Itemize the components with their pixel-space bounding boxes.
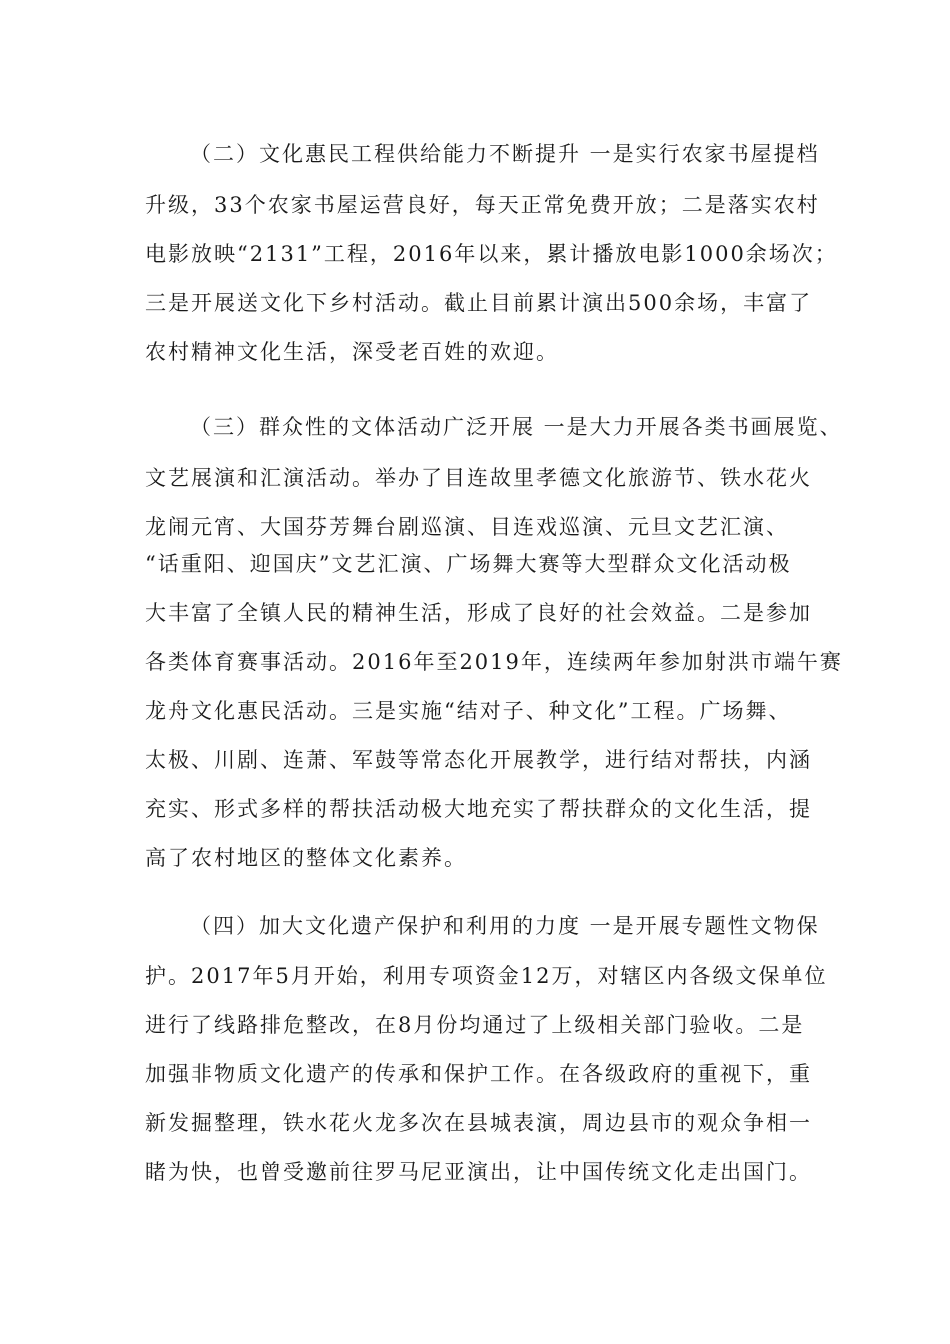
paragraph-2-line-1: （二）文化惠民工程供给能力不断提升 一是实行农家书屋提档 (190, 142, 820, 166)
paragraph-2-line-2: 升级，33个农家书屋运营良好，每天正常免费开放；二是落实农村 (145, 193, 820, 217)
paragraph-3-line-10: 高了农村地区的整体文化素养。 (145, 846, 467, 870)
paragraph-2-line-3: 电影放映“2131”工程，2016年以来，累计播放电影1000余场次； (145, 242, 838, 266)
paragraph-4-line-5: 新发掘整理，铁水花火龙多次在县城表演，周边县市的观众争相一 (145, 1111, 812, 1135)
paragraph-3-line-9: 充实、形式多样的帮扶活动极大地充实了帮扶群众的文化生活，提 (145, 797, 812, 821)
paragraph-2-line-4: 三是开展送文化下乡村活动。截止目前累计演出500余场，丰富了 (145, 291, 813, 315)
paragraph-3-line-1: （三）群众性的文体活动广泛开展 一是大力开展各类书画展览、 (190, 415, 843, 439)
paragraph-3-line-8: 太极、川剧、连萧、军鼓等常态化开展教学，进行结对帮扶，内涵 (145, 748, 812, 772)
paragraph-4-line-2: 护。2017年5月开始，利用专项资金12万，对辖区内各级文保单位 (145, 964, 828, 988)
paragraph-2-line-5: 农村精神文化生活，深受老百姓的欢迎。 (145, 340, 559, 364)
paragraph-3-line-2: 文艺展演和汇演活动。举办了目连故里孝德文化旅游节、铁水花火 (145, 466, 812, 490)
paragraph-3-line-4: “话重阳、迎国庆”文艺汇演、广场舞大赛等大型群众文化活动极 (145, 552, 792, 576)
paragraph-4-line-1: （四）加大文化遗产保护和利用的力度 一是开展专题性文物保 (190, 914, 820, 938)
paragraph-4-line-3: 进行了线路排危整改，在8月份均通过了上级相关部门验收。二是 (145, 1013, 805, 1037)
paragraph-3-line-3: 龙闹元宵、大国芬芳舞台剧巡演、目连戏巡演、元旦文艺汇演、 (145, 515, 789, 539)
paragraph-4-line-6: 睹为快，也曾受邀前往罗马尼亚演出，让中国传统文化走出国门。 (145, 1160, 812, 1184)
paragraph-3-line-7: 龙舟文化惠民活动。三是实施“结对子、种文化”工程。广场舞、 (145, 699, 792, 723)
paragraph-3-line-5: 大丰富了全镇人民的精神生活，形成了良好的社会效益。二是参加 (145, 601, 812, 625)
paragraph-3-line-6: 各类体育赛事活动。2016年至2019年，连续两年参加射洪市端午赛 (145, 650, 843, 674)
paragraph-4-line-4: 加强非物质文化遗产的传承和保护工作。在各级政府的重视下，重 (145, 1062, 812, 1086)
